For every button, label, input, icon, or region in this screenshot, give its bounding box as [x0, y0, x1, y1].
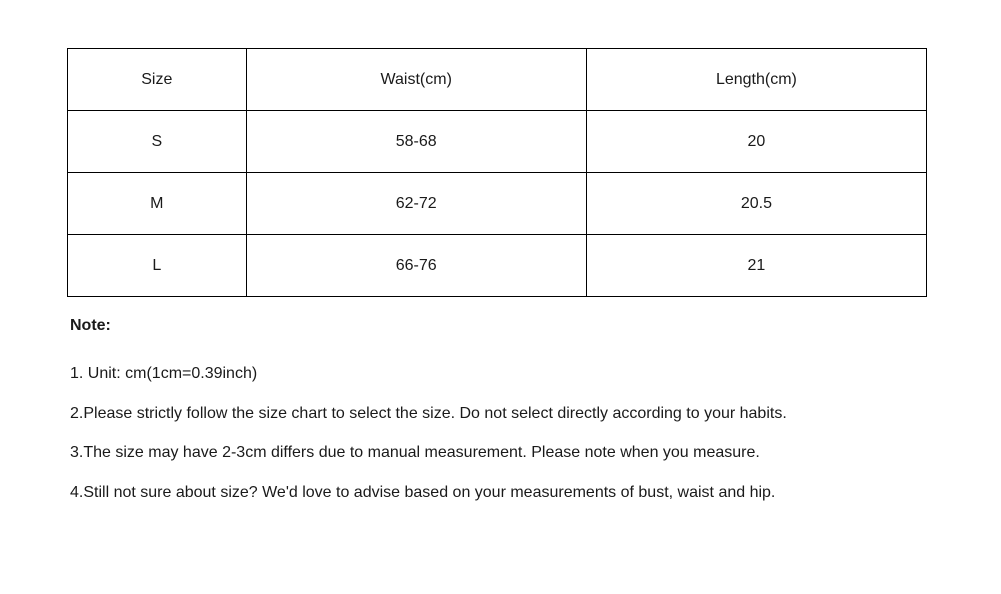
header-size: Size: [68, 49, 247, 111]
cell-length: 21: [586, 235, 926, 297]
size-chart-table: [67, 48, 927, 297]
note-line-unit: 1. Unit: cm(1cm=0.39inch): [70, 365, 258, 382]
table-header-row: [68, 49, 927, 111]
table-row: [68, 173, 927, 235]
header-waist: Waist(cm): [246, 49, 586, 111]
note-title: Note:: [70, 317, 111, 334]
note-line-follow-chart: 2.Please strictly follow the size chart to select the size. Do not select directly according to your habits.: [70, 404, 787, 422]
cell-size: L: [68, 235, 247, 297]
cell-length: 20.5: [586, 173, 926, 235]
cell-waist: 62-72: [246, 173, 586, 235]
note-line-measurement-diff: 3.The size may have 2-3cm differs due to manual measurement. Please note when you measure.: [70, 444, 760, 461]
cell-size: M: [68, 173, 247, 235]
cell-size: S: [68, 111, 247, 173]
header-length: Length(cm): [586, 49, 926, 111]
notes-section: [70, 316, 970, 522]
table-row: [68, 235, 927, 297]
cell-waist: 58-68: [246, 111, 586, 173]
table-row: [68, 111, 927, 173]
note-line-advice: 4.Still not sure about size? We'd love to advise based on your measurements of bust, waist and hip.: [70, 483, 776, 501]
cell-length: 20: [586, 111, 926, 173]
cell-waist: 66-76: [246, 235, 586, 297]
